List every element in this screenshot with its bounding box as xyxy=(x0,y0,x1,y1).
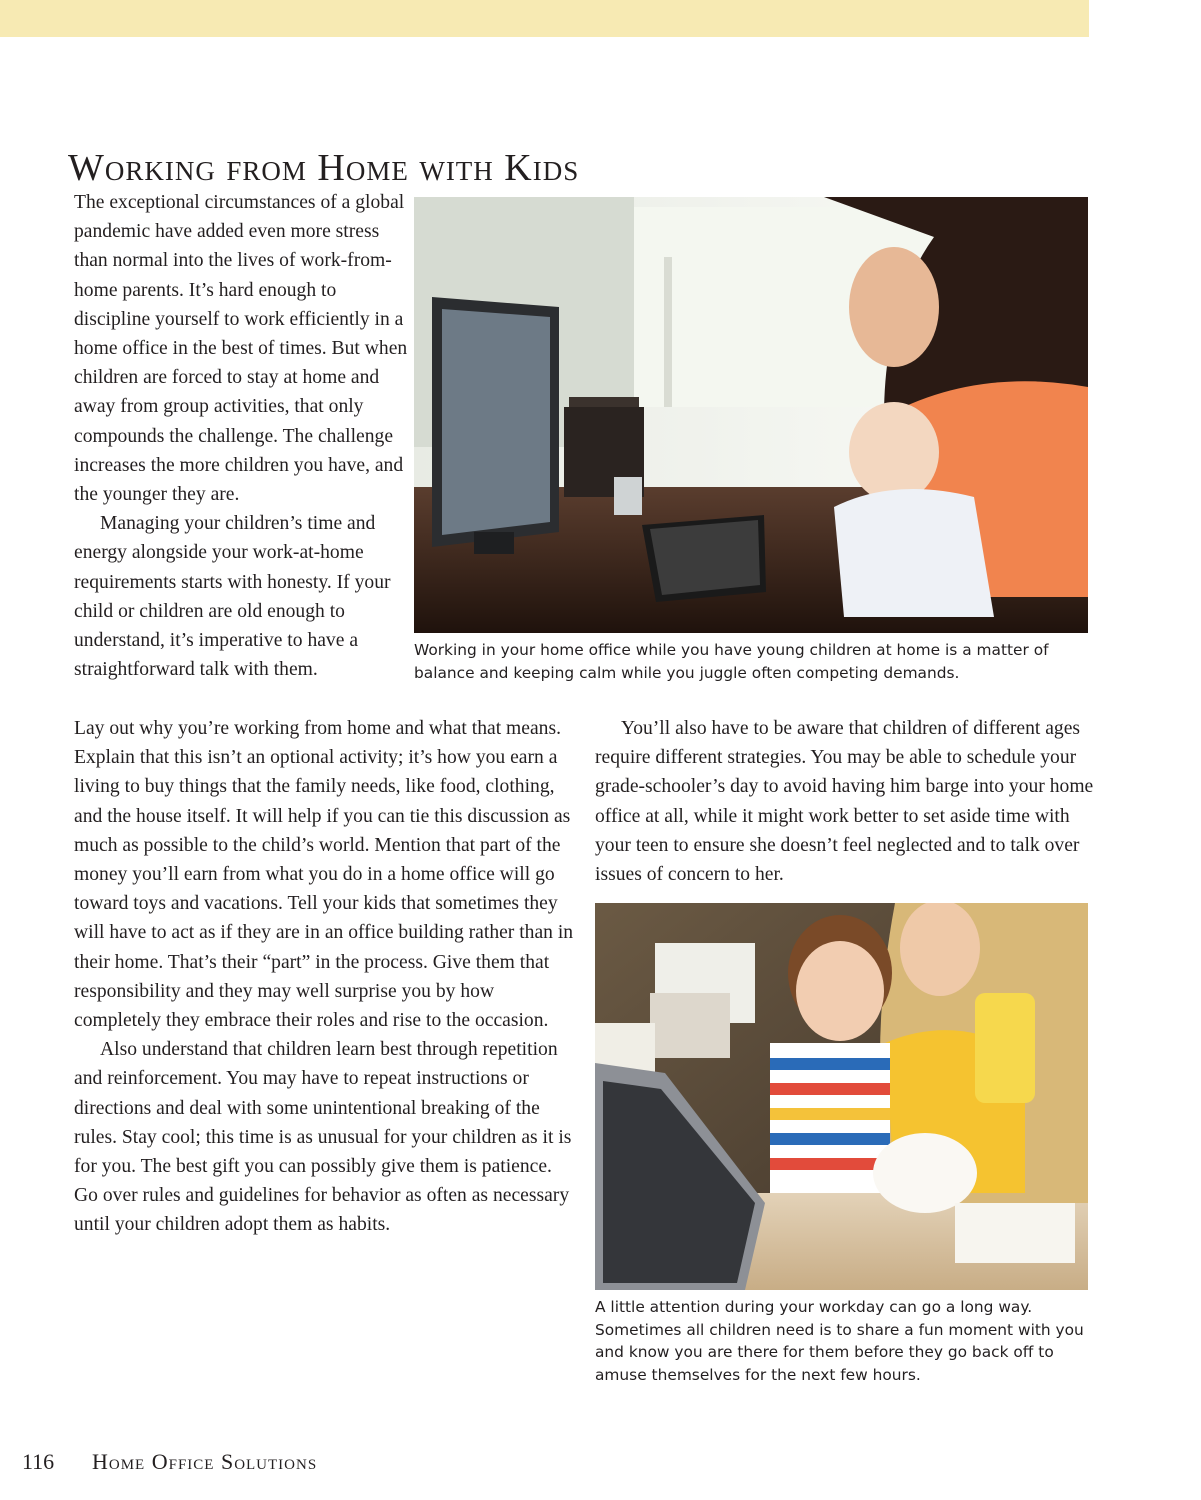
page-title: Working from Home with Kids xyxy=(68,147,580,189)
running-title: Home Office Solutions xyxy=(92,1449,318,1474)
photo-1-caption: Working in your home office while you have young children at home is a matter of balance and keeping calm while you juggle often competing demands. xyxy=(414,641,1049,682)
body-paragraph-1: The exceptional circumstances of a global pandemic have added even more stress than normal into the lives of work-from-home parents. It’s hard enough to discipline yourself to work efficiently in a home office in the best of times. But when children are forced to stay at home and away from group activities, that only compounds the challenge. The challenge increases the more children you have, and the younger they are. xyxy=(74,192,408,506)
body-paragraph-2-start: Managing your children’s time and energy alongside your work-at-home requirements starts with honesty. If your child or children are old enough to understand, it’s imperative to have a straightforward talk with them. xyxy=(74,513,391,681)
text-column-lower-left xyxy=(74,714,574,1240)
body-paragraph-2-continued: Lay out why you’re working from home and what that means. Explain that this isn’t an optional activity; it’s how you earn a living to buy things that the family needs, like food, clothing, and the house itself. It will help if you can tie this discussion as much as possible to the child’s world. Mention that part of the money you’ll earn from what you do in a home office will go toward toys and vacations. Tell your kids that sometimes they will have to act as if they are in an office building rather than in their home. That’s their “part” in the process. Give them that responsibility and they may well surprise you by how completely they embrace their roles and rise to the occasion. xyxy=(74,718,574,1032)
photo-mother-with-baby-at-computer xyxy=(414,197,1088,633)
photo-2-caption: A little attention during your workday can go a long way. Sometimes all children need is to share a fun moment with you and know you are there for them before they go back off to amuse themselves for the next few hours. xyxy=(595,1298,1084,1384)
text-column-right xyxy=(595,714,1095,889)
body-paragraph-4: You’ll also have to be aware that children of different ages require different strategies. You may be able to schedule your grade-schooler’s day to avoid having him barge into your home office at all, while it might work better to set aside time with your teen to ensure she doesn’t feel neglected and to talk over issues of concern to her. xyxy=(595,718,1094,886)
text-column-upper-left xyxy=(74,188,414,684)
body-paragraph-3: Also understand that children learn best through repetition and reinforcement. You may have to repeat instructions or directions and deal with some unintentional breaking of the rules. Stay cool; this time is as unusual for your children as it is for you. The best gift you can possibly give them is patience. Go over rules and guidelines for behavior as often as necessary until your children adopt them as habits. xyxy=(74,1039,572,1236)
photo-mother-and-son-selfie xyxy=(595,903,1088,1290)
header-color-band xyxy=(0,0,1089,37)
page-footer xyxy=(22,1449,317,1475)
page-number: 116 xyxy=(22,1449,55,1474)
